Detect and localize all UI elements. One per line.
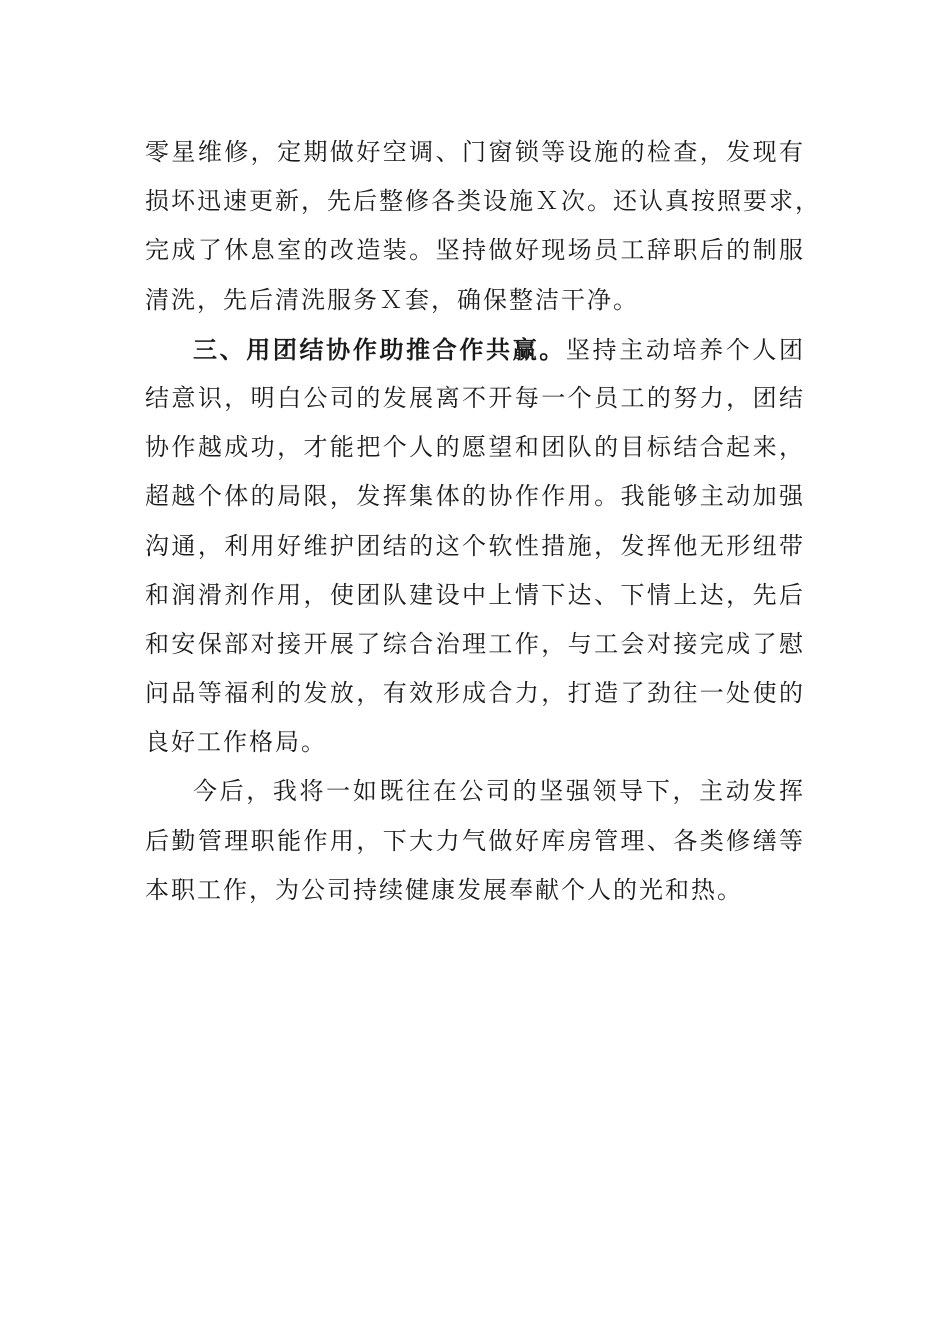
text-line (145, 325, 805, 374)
text-line: 协作越成功，才能把个人的愿望和团队的目标结合起来， (145, 433, 805, 462)
paragraph-1 (145, 128, 821, 325)
paragraph-3 (145, 767, 805, 915)
text-line: 完成了休息室的改造装。坚持做好现场员工辞职后的制服 (145, 236, 805, 265)
text-line: 清洗，先后清洗服务Ｘ套，确保整洁干净。 (145, 285, 639, 314)
section-heading: 三、用团结协作助推合作共赢。 (193, 334, 566, 364)
text-line: 损坏迅速更新，先后整修各类设施Ｘ次。还认真按照要求， (145, 187, 821, 216)
text-line: 今后，我将一如既往在公司的坚强领导下，主动发挥 (193, 777, 805, 806)
text-line: 问品等福利的发放，有效形成合力，打造了劲往一处使的 (145, 679, 805, 708)
text-line: 良好工作格局。 (145, 728, 327, 757)
text-line: 和安保部对接开展了综合治理工作，与工会对接完成了慰 (145, 629, 805, 658)
text-line: 沟通，利用好维护团结的这个软性措施，发挥他无形纽带 (145, 531, 805, 560)
text-line: 和润滑剂作用，使团队建设中上情下达、下情上达，先后 (145, 580, 805, 609)
text-line: 超越个体的局限，发挥集体的协作作用。我能够主动加强 (145, 482, 805, 511)
document-body (145, 128, 821, 915)
text-line: 后勤管理职能作用，下大力气做好库房管理、各类修缮等 (145, 826, 805, 855)
text-line: 本职工作，为公司持续健康发展奉献个人的光和热。 (145, 875, 743, 904)
text-span: 坚持主动培养个人团 (565, 335, 806, 364)
text-line: 零星维修，定期做好空调、门窗锁等设施的检查，发现有 (145, 138, 805, 166)
text-line: 结意识，明白公司的发展离不开每一个员工的努力，团结 (145, 383, 805, 412)
paragraph-2 (145, 325, 805, 768)
